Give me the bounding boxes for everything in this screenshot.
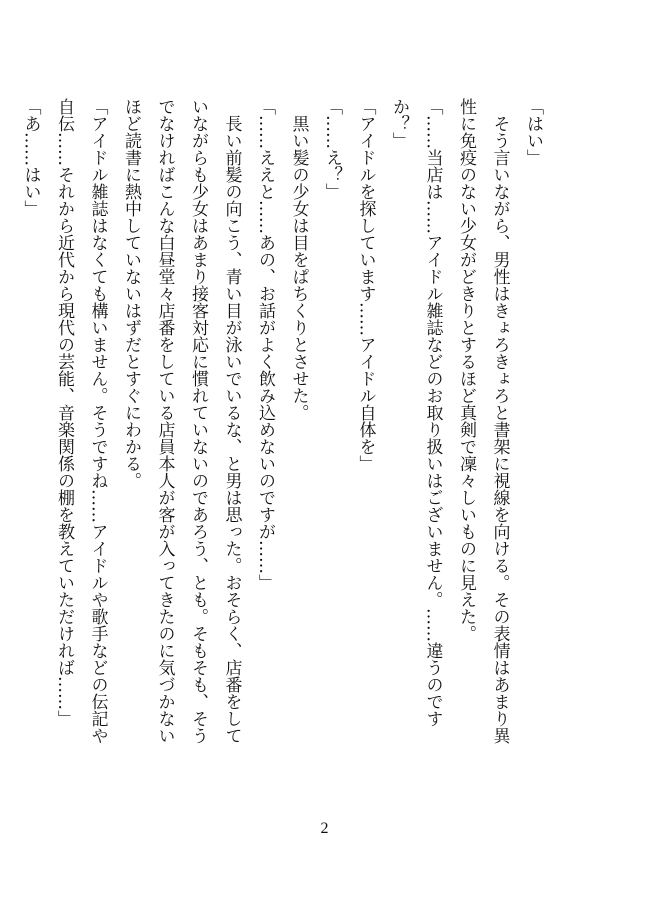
text-line: そう言いながら、男性はきょろきょろと書架に視線を向ける。その表情はあまり異: [489, 98, 510, 744]
text-line: でなければこんな白昼堂々店番をしている店員本人が客が入ってきたのに気づかない: [154, 98, 175, 744]
text-line: か？」: [389, 98, 409, 149]
text-line: 「……え？」: [322, 98, 342, 200]
text-line: ほど読書に熱中していないはずだとすぐにわかる。: [121, 98, 141, 489]
text-line: 自伝……それから近代から現代の芸能、音楽関係の棚を教えていただければ……」: [54, 98, 74, 727]
vertical-text-block: [13, 98, 549, 778]
page-number: 2: [320, 820, 329, 837]
text-line: いながらも少女はあまり接客対応に慣れていないのであろう、とも。そもそも、そう: [188, 98, 208, 744]
text-line: 「あ……はい」: [20, 98, 41, 217]
text-line: 「アイドル雑誌はなくても構いません。そうですね……アイドルや歌手などの伝記や: [87, 98, 108, 744]
text-line: 性に免疫のない少女がどきりとするほど真剣で凜々しいものに見えた。: [456, 98, 476, 642]
text-line: 「……ええと……あの、お話がよく飲み込めないのですが……」: [255, 98, 275, 591]
text-line: 長い前髪の向こう、青い目が泳いでいるな、と男は思った。おそらく、店番をして: [221, 98, 242, 744]
text-line: 黒い髪の少女は目をぱちくりとさせた。: [288, 98, 309, 421]
text-line: 「アイドルを探しています……アイドル自体を」: [355, 98, 376, 472]
text-line: 「はい」: [523, 98, 543, 166]
text-line: 「……当店は……アイドル雑誌などのお取り扱いはございません。……違うのです: [422, 98, 443, 727]
